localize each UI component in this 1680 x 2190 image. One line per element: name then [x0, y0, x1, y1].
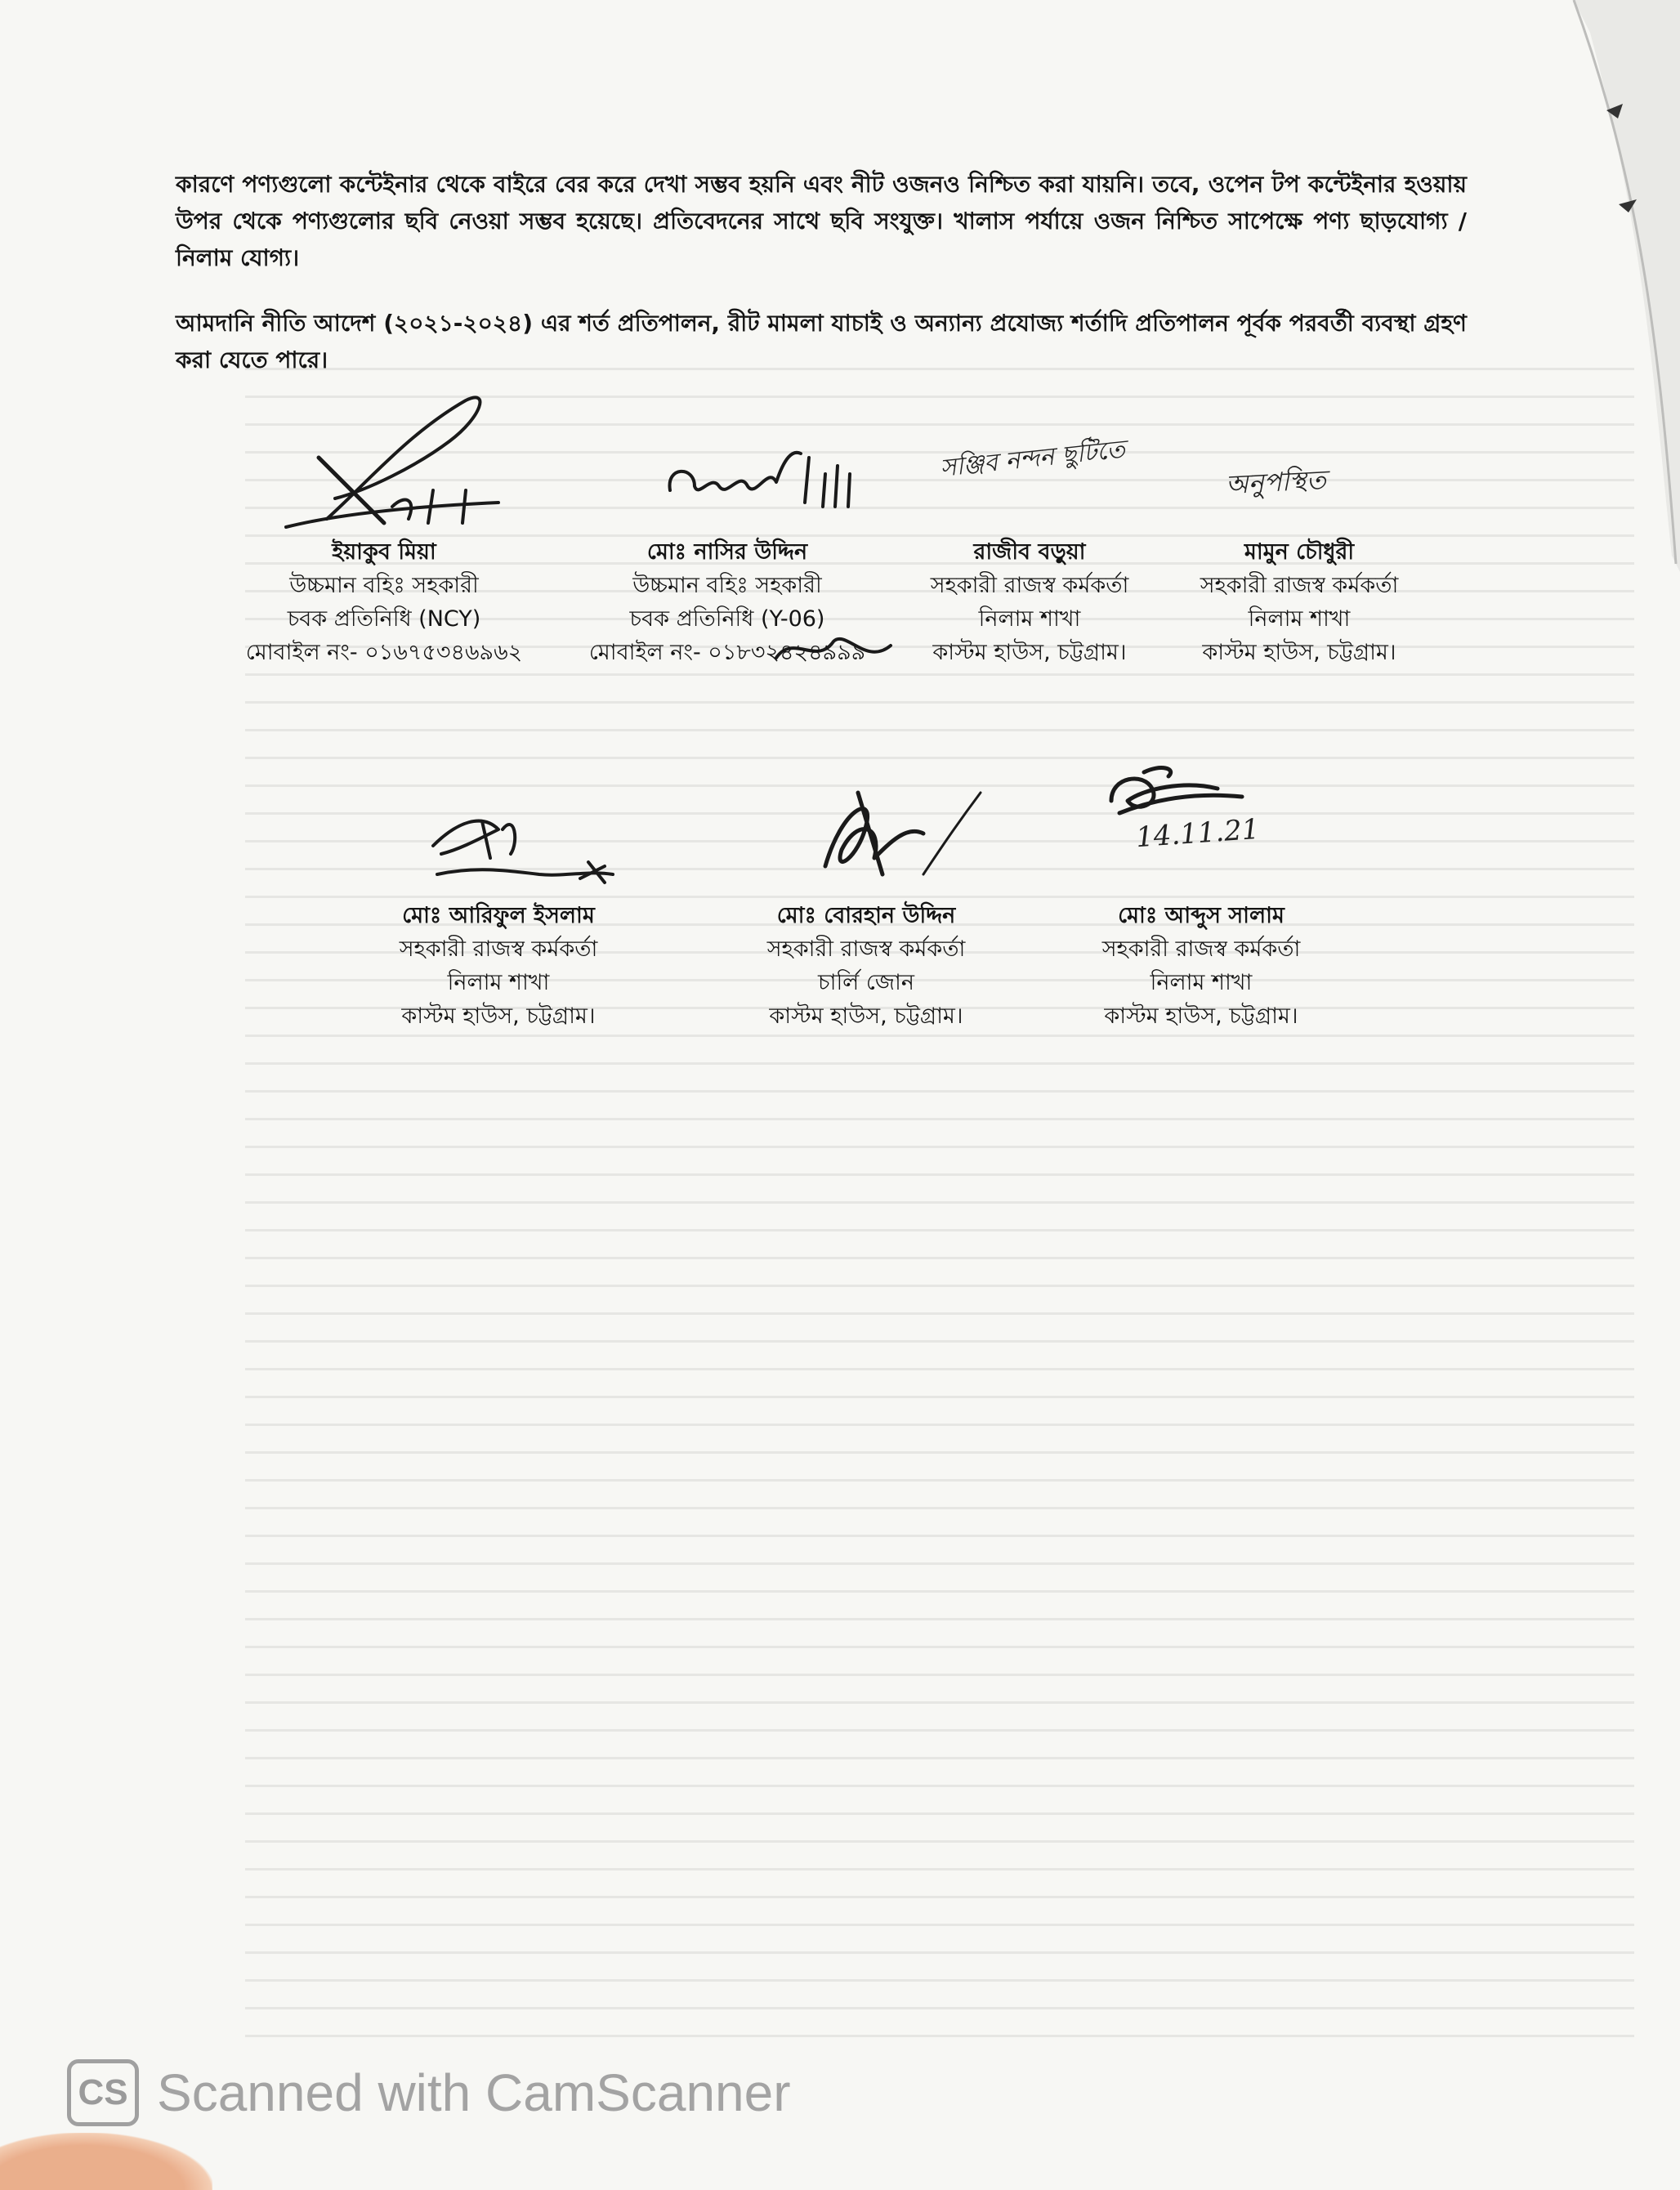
signatory-office: নিলাম শাখা — [978, 606, 1081, 632]
paragraph-recommendation: আমদানি নীতি আদেশ (২০২১-২০২৪) এর শর্ত প্রতিপালন, রীট মামলা যাচাই ও অন্যান্য প্রযোজ্য শর্তাদি প্রতিপালন পূর্বক পরবর্তী ব্যবস্থা গ্রহণ করা যেতে পারে। — [176, 310, 1467, 373]
signatory-designation: সহকারী রাজস্ব কর্মকর্তা — [766, 936, 966, 962]
signature-6 — [809, 776, 997, 891]
signatory-office: চবক প্রতিনিধি (NCY) — [287, 606, 481, 632]
signatory-contact: কাস্টম হাউস, চট্টগ্রাম। — [769, 1003, 963, 1029]
signatory-name: মোঃ নাসির উদ্দিন — [646, 539, 808, 565]
signatory-name: মোঃ আরিফুল ইসলাম — [402, 903, 595, 928]
signatory-name: ইয়াকুব মিয়া — [332, 539, 436, 565]
signature-1 — [270, 384, 507, 539]
signatory-contact: কাস্টম হাউস, চট্টগ্রাম। — [1202, 640, 1396, 665]
signatory-block — [351, 899, 646, 1033]
camscanner-watermark — [67, 2059, 791, 2126]
signature-5 — [425, 805, 629, 895]
signatory-name: মোঃ আব্দুস সালাম — [1118, 903, 1285, 928]
paragraph-inspection: কারণে পণ্যগুলো কন্টেইনার থেকে বাইরে বের করে দেখা সম্ভব হয়নি এবং নীট ওজনও নিশ্চিত করা যায়নি। তবে, ওপেন টপ কন্টেইনার হওয়ায় উপর থেকে পণ্যগুলোর ছবি নেওয়া সম্ভব হয়েছে। প্রতিবেদনের সাথে ছবি সংযুক্ত। খালাস পর্যায়ে ওজন নিশ্চিত সাপেক্ষে পণ্য ছাড়যোগ্য /নিলাম যোগ্য। — [176, 171, 1467, 271]
signatory-office: চার্লি জোন — [818, 970, 914, 995]
signatory-block — [237, 535, 531, 669]
signatory-office: নিলাম শাখা — [1248, 606, 1351, 632]
signatory-designation: উচ্চমান বহিঃ সহকারী — [632, 573, 822, 598]
signatory-designation: সহকারী রাজস্ব কর্মকর্তা — [399, 936, 598, 962]
signatory-designation: উচ্চমান বহিঃ সহকারী — [289, 573, 479, 598]
signatory-block — [1168, 535, 1430, 669]
signature-date: 14.11.21 — [1134, 812, 1261, 855]
signatory-contact: মোবাইল নং- ০১৮৩২৪২৪৯৯৯ — [588, 640, 866, 665]
signatory-contact: কাস্টম হাউস, চট্টগ্রাম। — [1104, 1003, 1298, 1029]
camscanner-text: Scanned with CamScanner — [157, 2063, 791, 2122]
signature-4-handwriting: অনুপস্থিত — [1224, 463, 1327, 501]
signature-3-handwriting: সঞ্জিব নন্দন ছুটিতে — [938, 435, 1127, 483]
signatory-block — [572, 535, 882, 669]
signatory-name: মামুন চৌধুরী — [1244, 539, 1355, 565]
signatory-office: নিলাম শাখা — [447, 970, 550, 995]
signatory-block — [899, 535, 1160, 669]
signatory-office: নিলাম শাখা — [1150, 970, 1253, 995]
signatory-name: মোঃ বোরহান উদ্দিন — [776, 903, 956, 928]
signatory-designation: সহকারী রাজস্ব কর্মকর্তা — [930, 573, 1129, 598]
page-fold-edge — [1557, 0, 1680, 572]
signatory-designation: সহকারী রাজস্ব কর্মকর্তা — [1101, 936, 1301, 962]
signatory-office: চবক প্রতিনিধি (Y-06) — [629, 606, 825, 632]
signatory-name: রাজীব বড়ুয়া — [973, 539, 1086, 565]
signatory-block — [719, 899, 1013, 1033]
signatory-contact: কাস্টম হাউস, চট্টগ্রাম। — [401, 1003, 596, 1029]
signatory-contact: কাস্টম হাউস, চট্টগ্রাম। — [932, 640, 1127, 665]
finger-edge — [0, 2133, 212, 2190]
signatory-designation: সহকারী রাজস্ব কর্মকর্তা — [1200, 573, 1399, 598]
signature-2 — [662, 441, 874, 515]
camscanner-logo: CS — [67, 2059, 139, 2126]
signatory-block — [1054, 899, 1348, 1033]
signatory-contact: মোবাইল নং- ০১৬৭৫৩৪৬৯৬২ — [245, 640, 523, 665]
